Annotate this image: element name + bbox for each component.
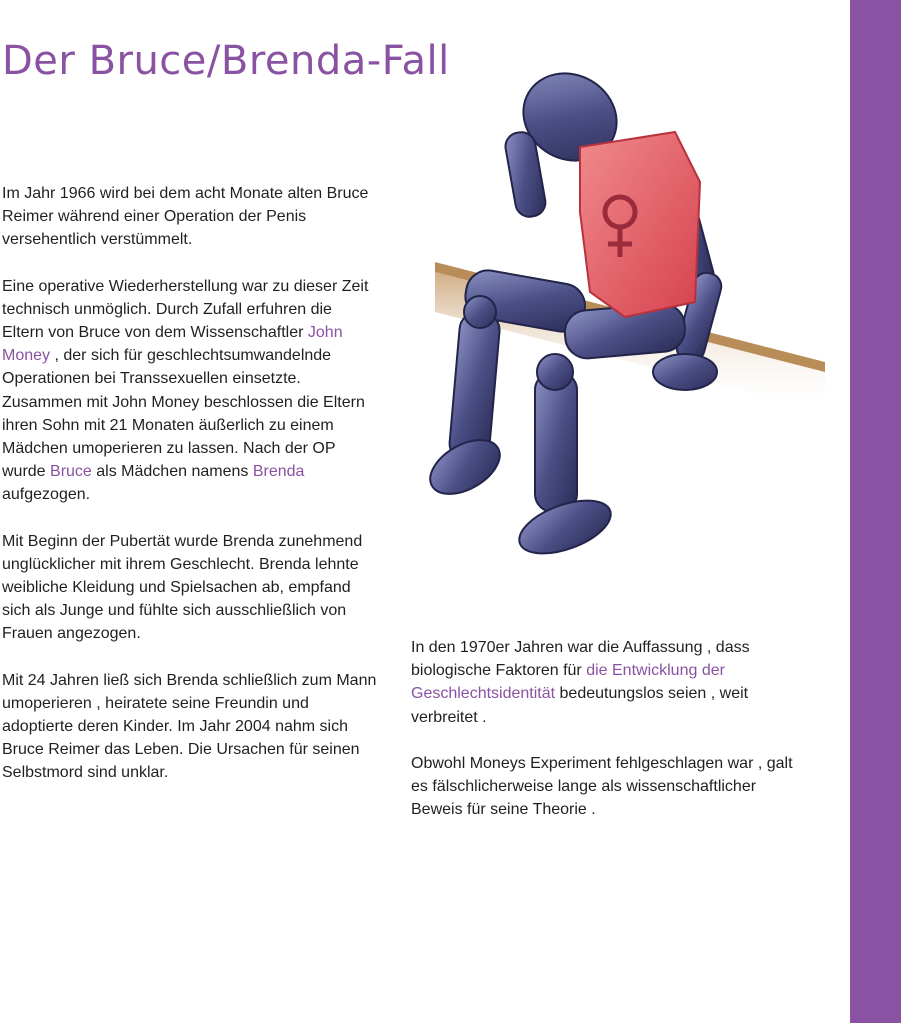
link-bruce[interactable]: Bruce (50, 463, 92, 481)
paragraph-incident: Im Jahr 1966 wird bei dem acht Monate alten Bruce Reimer während einer Operation der Penis versehentlich verstümmelt. (2, 185, 369, 249)
link-gender-identity[interactable]: die Entwicklung der Geschlechtsidentität (411, 662, 725, 703)
accent-side-bar (850, 0, 901, 1023)
text-segment: In den 1970er Jahren war die Auffassung , dass biologische Faktoren für (411, 639, 750, 680)
paragraph-experiment: Obwohl Moneys Experiment fehlgeschlagen war , galt es fälschlicherweise lange als wissenschaftlicher Beweis für seine Theorie . (411, 754, 793, 819)
left-text-column (2, 182, 377, 808)
paragraph-1970s (411, 636, 811, 729)
wooden-mannequin-illustration (415, 72, 835, 572)
link-john-money[interactable]: John Money (2, 324, 343, 365)
text-segment: als Mädchen namens (91, 463, 253, 481)
text-segment: , der sich für geschlechtsumwandelnde Operationen bei Transsexuellen einsetzte. Zusammen mit John Money beschlossen die Eltern ihren Sohn mit 21 Monaten äußerlich zu einem Mädchen umoperieren zu lassen. Nach der OP wurde (2, 347, 365, 481)
text-segment: Eine operative Wiederherstellung war zu dieser Zeit technisch unmöglich. Durch Zufall erfuhren die Eltern von Bruce von dem Wissenschaftler (2, 277, 369, 342)
paragraph-operation (2, 275, 377, 507)
page-title: Der Bruce/Brenda-Fall (2, 38, 450, 84)
paragraph-outcome: Mit 24 Jahren ließ sich Brenda schließlich zum Mann umoperieren , heiratete seine Freundin und adoptierte deren Kinder. Im Jahr 2004 nahm sich Bruce Reimer das Leben. Die Ursachen für seinen Selbstmord sind unklar. (2, 671, 377, 782)
red-shirt (580, 132, 700, 317)
link-brenda[interactable]: Brenda (252, 463, 305, 481)
text-segment: bedeutungslos seien , weit verbreitet . (411, 685, 749, 726)
right-text-column (411, 636, 811, 844)
text-segment: aufgezogen. (2, 486, 91, 504)
paragraph-puberty: Mit Beginn der Pubertät wurde Brenda zunehmend unglücklicher mit ihrem Geschlecht. Brenda lehnte weibliche Kleidung und Spielsachen ab, empfand sich als Junge und fühlte sich ausschließlich von Frauen angezogen. (2, 532, 363, 643)
